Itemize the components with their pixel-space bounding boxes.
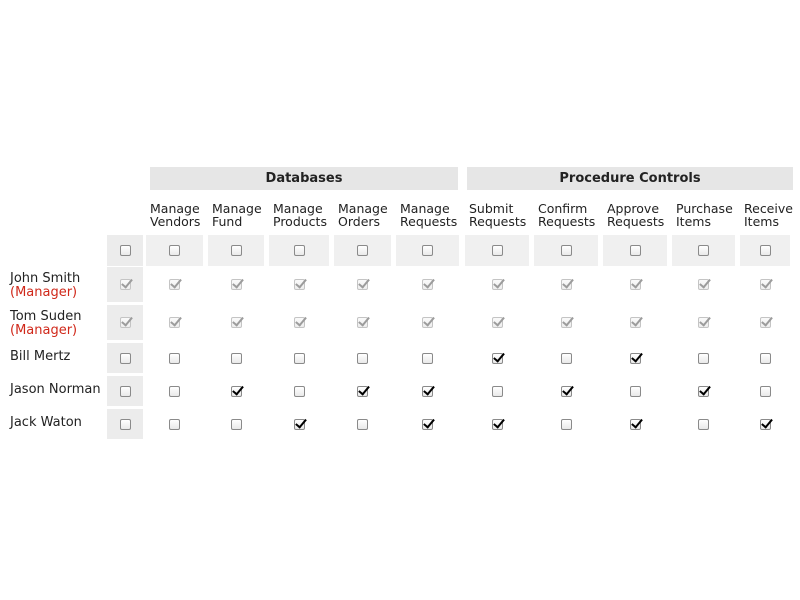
row-all-jack-waton-cell (107, 409, 143, 439)
john-smith-manage-orders-cell (334, 267, 391, 302)
jack-waton-confirm-requests-checkbox[interactable] (561, 419, 572, 430)
column-header-line1: Manage (150, 201, 200, 216)
bill-mertz-manage-products-cell (269, 343, 329, 373)
jack-waton-approve-requests-checkbox[interactable] (630, 419, 641, 430)
select-all-manage-orders-checkbox[interactable] (357, 245, 368, 256)
column-header-line1: Confirm (538, 201, 588, 216)
bill-mertz-manage-requests-checkbox[interactable] (422, 353, 433, 364)
select-all-submit-requests-checkbox[interactable] (492, 245, 503, 256)
john-smith-manage-orders-checkbox (357, 279, 368, 290)
bill-mertz-manage-products-checkbox[interactable] (294, 353, 305, 364)
john-smith-confirm-requests-cell (534, 267, 598, 302)
column-header-line2: Orders (338, 214, 381, 229)
john-smith-submit-requests-checkbox (492, 279, 503, 290)
jack-waton-manage-vendors-checkbox[interactable] (169, 419, 180, 430)
john-smith-approve-requests-cell (603, 267, 667, 302)
column-header-approve-requests (607, 202, 664, 228)
bill-mertz-submit-requests-cell (465, 343, 529, 373)
jason-norman-purchase-items-cell (672, 376, 735, 406)
john-smith-submit-requests-cell (465, 267, 529, 302)
select-all-confirm-requests-checkbox[interactable] (561, 245, 572, 256)
jack-waton-manage-fund-checkbox[interactable] (231, 419, 242, 430)
bill-mertz-confirm-requests-checkbox[interactable] (561, 353, 572, 364)
row-all-bill-mertz-checkbox[interactable] (120, 353, 131, 364)
tom-suden-submit-requests-cell (465, 305, 529, 340)
jack-waton-receive-items-checkbox[interactable] (760, 419, 771, 430)
jack-waton-manage-orders-checkbox[interactable] (357, 419, 368, 430)
bill-mertz-purchase-items-cell (672, 343, 735, 373)
john-smith-manage-fund-cell (208, 267, 264, 302)
column-header-line2: Items (744, 214, 779, 229)
column-header-confirm-requests (538, 202, 595, 228)
group-header-procedure-controls: Procedure Controls (467, 167, 793, 190)
select-all-manage-products-checkbox[interactable] (294, 245, 305, 256)
tom-suden-approve-requests-checkbox (630, 317, 641, 328)
tom-suden-manage-fund-cell (208, 305, 264, 340)
jack-waton-approve-requests-cell (603, 409, 667, 439)
select-all-purchase-items-checkbox[interactable] (698, 245, 709, 256)
column-header-line1: Submit (469, 201, 514, 216)
column-header-line1: Manage (273, 201, 323, 216)
column-header-line2: Requests (538, 214, 596, 229)
john-smith-purchase-items-checkbox (698, 279, 709, 290)
tom-suden-purchase-items-cell (672, 305, 735, 340)
john-smith-manage-products-checkbox (294, 279, 305, 290)
jack-waton-manage-products-checkbox[interactable] (294, 419, 305, 430)
column-header-line1: Manage (400, 201, 450, 216)
row-all-tom-suden-checkbox (120, 317, 131, 328)
select-all-cell (107, 235, 143, 266)
jack-waton-manage-requests-cell (396, 409, 459, 439)
column-header-line2: Requests (607, 214, 665, 229)
select-all-manage-requests-cell (396, 235, 459, 266)
bill-mertz-manage-vendors-cell (146, 343, 203, 373)
tom-suden-confirm-requests-checkbox (561, 317, 572, 328)
column-header-receive-items (744, 202, 793, 228)
select-all-purchase-items-cell (672, 235, 735, 266)
bill-mertz-manage-vendors-checkbox[interactable] (169, 353, 180, 364)
john-smith-receive-items-cell (740, 267, 790, 302)
column-header-line1: Purchase (676, 201, 733, 216)
jason-norman-confirm-requests-checkbox[interactable] (561, 386, 572, 397)
user-name (10, 272, 80, 300)
tom-suden-receive-items-checkbox (760, 317, 771, 328)
select-all-submit-requests-cell (465, 235, 529, 266)
bill-mertz-approve-requests-checkbox[interactable] (630, 353, 641, 364)
select-all-manage-products-cell (269, 235, 329, 266)
jack-waton-submit-requests-cell (465, 409, 529, 439)
jason-norman-manage-requests-cell (396, 376, 459, 406)
bill-mertz-purchase-items-checkbox[interactable] (698, 353, 709, 364)
jason-norman-receive-items-checkbox[interactable] (760, 386, 771, 397)
tom-suden-manage-fund-checkbox (231, 317, 242, 328)
group-header-databases: Databases (150, 167, 458, 190)
jason-norman-purchase-items-checkbox[interactable] (698, 386, 709, 397)
column-header-line2: Vendors (150, 214, 201, 229)
jason-norman-submit-requests-checkbox[interactable] (492, 386, 503, 397)
user-role: (Manager) (10, 285, 78, 300)
tom-suden-manage-vendors-checkbox (169, 317, 180, 328)
bill-mertz-manage-orders-checkbox[interactable] (357, 353, 368, 364)
john-smith-confirm-requests-checkbox (561, 279, 572, 290)
bill-mertz-manage-fund-checkbox[interactable] (231, 353, 242, 364)
user-name-text: Jack Waton (10, 415, 82, 430)
user-name-text: Tom Suden (10, 309, 82, 324)
select-all-checkbox[interactable] (120, 245, 131, 256)
john-smith-manage-vendors-checkbox (169, 279, 180, 290)
row-all-jason-norman-checkbox[interactable] (120, 386, 131, 397)
tom-suden-receive-items-cell (740, 305, 790, 340)
jason-norman-manage-products-cell (269, 376, 329, 406)
jason-norman-manage-requests-checkbox[interactable] (422, 386, 433, 397)
tom-suden-approve-requests-cell (603, 305, 667, 340)
jason-norman-manage-vendors-cell (146, 376, 203, 406)
jason-norman-manage-orders-checkbox[interactable] (357, 386, 368, 397)
column-header-line1: Manage (212, 201, 262, 216)
select-all-confirm-requests-cell (534, 235, 598, 266)
user-name-text: Bill Mertz (10, 349, 71, 364)
select-all-manage-fund-cell (208, 235, 264, 266)
bill-mertz-manage-fund-cell (208, 343, 264, 373)
column-header-line2: Products (273, 214, 327, 229)
select-all-manage-requests-checkbox[interactable] (422, 245, 433, 256)
row-all-john-smith-checkbox (120, 279, 131, 290)
column-header-manage-requests (400, 202, 457, 228)
bill-mertz-receive-items-checkbox[interactable] (760, 353, 771, 364)
jason-norman-manage-fund-checkbox[interactable] (231, 386, 242, 397)
jack-waton-manage-fund-cell (208, 409, 264, 439)
column-header-line2: Requests (469, 214, 527, 229)
jack-waton-manage-orders-cell (334, 409, 391, 439)
column-header-manage-fund (212, 202, 262, 228)
tom-suden-manage-orders-checkbox (357, 317, 368, 328)
select-all-manage-fund-checkbox[interactable] (231, 245, 242, 256)
jason-norman-approve-requests-cell (603, 376, 667, 406)
jack-waton-purchase-items-checkbox[interactable] (698, 419, 709, 430)
column-header-purchase-items (676, 202, 733, 228)
user-name (10, 310, 81, 338)
row-all-john-smith-cell (107, 267, 143, 302)
tom-suden-manage-products-checkbox (294, 317, 305, 328)
select-all-receive-items-cell (740, 235, 790, 266)
jason-norman-manage-products-checkbox[interactable] (294, 386, 305, 397)
john-smith-manage-fund-checkbox (231, 279, 242, 290)
jack-waton-manage-requests-checkbox[interactable] (422, 419, 433, 430)
bill-mertz-receive-items-cell (740, 343, 790, 373)
user-name (10, 416, 82, 430)
tom-suden-manage-products-cell (269, 305, 329, 340)
john-smith-manage-vendors-cell (146, 267, 203, 302)
user-role: (Manager) (10, 323, 78, 338)
column-header-line1: Receive (744, 201, 793, 216)
tom-suden-purchase-items-checkbox (698, 317, 709, 328)
column-header-line2: Requests (400, 214, 458, 229)
column-header-line2: Fund (212, 214, 243, 229)
jason-norman-manage-fund-cell (208, 376, 264, 406)
column-header-manage-orders (338, 202, 388, 228)
user-name-text: Jason Norman (10, 382, 101, 397)
jason-norman-manage-orders-cell (334, 376, 391, 406)
tom-suden-manage-vendors-cell (146, 305, 203, 340)
john-smith-purchase-items-cell (672, 267, 735, 302)
bill-mertz-approve-requests-cell (603, 343, 667, 373)
select-all-manage-vendors-checkbox[interactable] (169, 245, 180, 256)
john-smith-manage-requests-checkbox (422, 279, 433, 290)
bill-mertz-submit-requests-checkbox[interactable] (492, 353, 503, 364)
select-all-receive-items-checkbox[interactable] (760, 245, 771, 256)
bill-mertz-manage-requests-cell (396, 343, 459, 373)
select-all-manage-orders-cell (334, 235, 391, 266)
row-all-jack-waton-checkbox[interactable] (120, 419, 131, 430)
jack-waton-confirm-requests-cell (534, 409, 598, 439)
jack-waton-purchase-items-cell (672, 409, 735, 439)
jack-waton-manage-products-cell (269, 409, 329, 439)
user-name (10, 383, 101, 397)
user-name (10, 350, 70, 364)
bill-mertz-confirm-requests-cell (534, 343, 598, 373)
column-header-line1: Manage (338, 201, 388, 216)
column-header-line2: Items (676, 214, 711, 229)
column-header-manage-products (273, 202, 327, 228)
john-smith-manage-requests-cell (396, 267, 459, 302)
row-all-jason-norman-cell (107, 376, 143, 406)
tom-suden-submit-requests-checkbox (492, 317, 503, 328)
jason-norman-manage-vendors-checkbox[interactable] (169, 386, 180, 397)
user-name-text: John Smith (10, 271, 81, 286)
select-all-approve-requests-checkbox[interactable] (630, 245, 641, 256)
row-all-bill-mertz-cell (107, 343, 143, 373)
jack-waton-manage-vendors-cell (146, 409, 203, 439)
bill-mertz-manage-orders-cell (334, 343, 391, 373)
column-header-submit-requests (469, 202, 526, 228)
column-header-manage-vendors (150, 202, 200, 228)
tom-suden-manage-requests-cell (396, 305, 459, 340)
john-smith-approve-requests-checkbox (630, 279, 641, 290)
tom-suden-manage-orders-cell (334, 305, 391, 340)
row-all-tom-suden-cell (107, 305, 143, 340)
john-smith-receive-items-checkbox (760, 279, 771, 290)
select-all-manage-vendors-cell (146, 235, 203, 266)
jason-norman-confirm-requests-cell (534, 376, 598, 406)
tom-suden-confirm-requests-cell (534, 305, 598, 340)
tom-suden-manage-requests-checkbox (422, 317, 433, 328)
john-smith-manage-products-cell (269, 267, 329, 302)
jason-norman-submit-requests-cell (465, 376, 529, 406)
select-all-approve-requests-cell (603, 235, 667, 266)
column-header-line1: Approve (607, 201, 660, 216)
jason-norman-approve-requests-checkbox[interactable] (630, 386, 641, 397)
jason-norman-receive-items-cell (740, 376, 790, 406)
jack-waton-submit-requests-checkbox[interactable] (492, 419, 503, 430)
jack-waton-receive-items-cell (740, 409, 790, 439)
